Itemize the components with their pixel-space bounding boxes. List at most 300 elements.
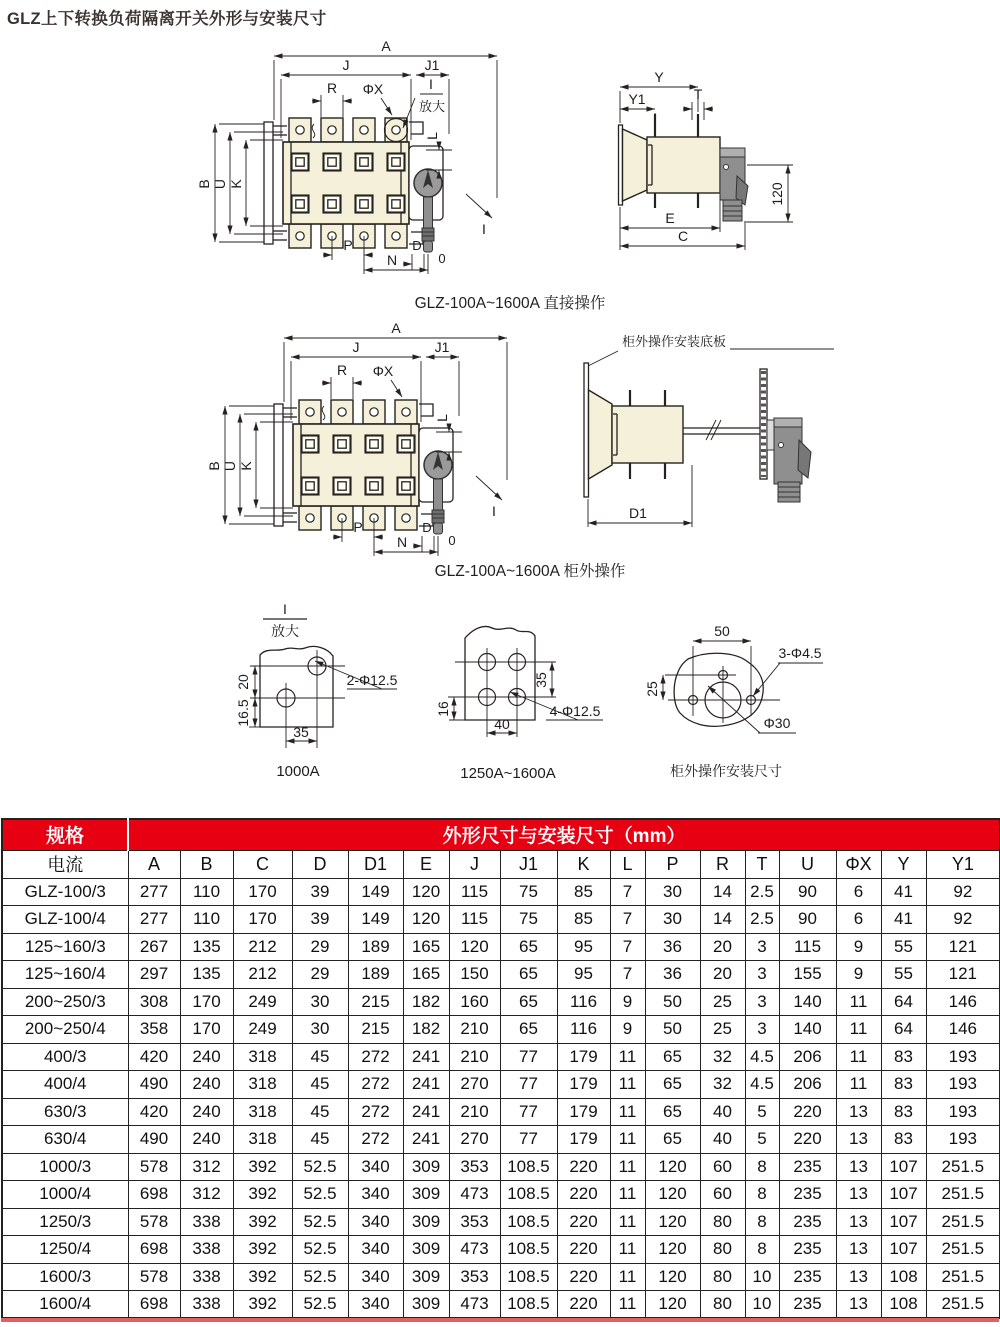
detail-caption-1000a: 1000A xyxy=(276,763,320,780)
extension-shaft xyxy=(683,420,760,440)
dim-cell: 65 xyxy=(500,961,557,989)
dim-cell: 9 xyxy=(610,1016,645,1044)
table-row xyxy=(2,1236,1000,1264)
dim-cell: 578 xyxy=(128,1208,180,1236)
dim-cell: 170 xyxy=(180,988,233,1016)
col-j: J xyxy=(449,850,500,878)
dim-cell: 110 xyxy=(180,878,233,906)
dim-cell: 215 xyxy=(348,1016,403,1044)
detail-external-mounting xyxy=(644,608,828,783)
dim-cell: 309 xyxy=(403,1208,449,1236)
table-row xyxy=(2,1126,1000,1154)
dim-cell: 11 xyxy=(836,1016,881,1044)
mounting-plate-label: 柜外操作安装底板 xyxy=(622,334,727,349)
dim-cell: 25 xyxy=(700,988,745,1016)
dim-cell: 312 xyxy=(180,1153,233,1181)
dim-cell: 55 xyxy=(881,961,926,989)
dim-cell: 2.5 xyxy=(745,906,779,934)
spec-cell: 1000/4 xyxy=(2,1181,128,1209)
dim-cell: 13 xyxy=(836,1153,881,1181)
spec-cell: 125~160/3 xyxy=(2,933,128,961)
dim-cell: 52.5 xyxy=(292,1291,348,1319)
dim-cell: 108 xyxy=(881,1263,926,1291)
dim-cell: 92 xyxy=(926,878,1000,906)
dim-cell: 312 xyxy=(180,1181,233,1209)
section-i-label: I xyxy=(492,503,496,519)
dim-cell: 240 xyxy=(180,1126,233,1154)
dim-label-j: J xyxy=(342,57,350,73)
dim-cell: 220 xyxy=(557,1291,610,1319)
dim-cell: 45 xyxy=(292,1098,348,1126)
dim-cell: 41 xyxy=(881,878,926,906)
dim-cell: 490 xyxy=(128,1071,180,1099)
dim-cell: 65 xyxy=(500,1016,557,1044)
dim-cell: 52.5 xyxy=(292,1208,348,1236)
dim-cell: 13 xyxy=(836,1291,881,1319)
col-b: B xyxy=(180,850,233,878)
detail-1250a-1600a xyxy=(435,608,630,783)
dim-cell: 120 xyxy=(645,1263,700,1291)
dim-cell: 308 xyxy=(128,988,180,1016)
dim-label-50: 50 xyxy=(714,623,730,639)
dim-cell: 170 xyxy=(233,906,292,934)
dim-cell: 272 xyxy=(348,1126,403,1154)
dim-cell: 251.5 xyxy=(926,1208,1000,1236)
dim-cell: 160 xyxy=(449,988,500,1016)
table-row xyxy=(2,988,1000,1016)
dim-cell: 235 xyxy=(779,1291,836,1319)
spec-cell: GLZ-100/3 xyxy=(2,878,128,906)
dim-cell: 318 xyxy=(233,1043,292,1071)
dim-cell: 115 xyxy=(449,878,500,906)
dim-cell: 115 xyxy=(449,906,500,934)
dim-cell: 220 xyxy=(557,1153,610,1181)
dim-cell: 77 xyxy=(500,1071,557,1099)
dim-cell: 52.5 xyxy=(292,1181,348,1209)
dim-cell: 135 xyxy=(180,961,233,989)
spec-cell: 1600/4 xyxy=(2,1291,128,1319)
dim-cell: 318 xyxy=(233,1071,292,1099)
dim-cell: 8 xyxy=(745,1208,779,1236)
mounting-plate-note xyxy=(588,334,834,366)
dim-label-a: A xyxy=(391,320,401,336)
dim-cell: 77 xyxy=(500,1098,557,1126)
col-y1: Y1 xyxy=(926,850,1000,878)
dim-cell: 149 xyxy=(348,878,403,906)
dim-cell: 206 xyxy=(779,1043,836,1071)
dim-cell: 251.5 xyxy=(926,1181,1000,1209)
dim-cell: 14 xyxy=(700,878,745,906)
dim-cell: 8 xyxy=(745,1236,779,1264)
side-handle-unit xyxy=(720,148,748,221)
handle-assembly xyxy=(419,428,453,534)
dim-cell: 95 xyxy=(557,961,610,989)
dim-cell: 11 xyxy=(610,1126,645,1154)
col-k: K xyxy=(557,850,610,878)
dim-cell: 50 xyxy=(645,988,700,1016)
dim-cell: 249 xyxy=(233,1016,292,1044)
dim-cell: 77 xyxy=(500,1126,557,1154)
dim-cell: 251.5 xyxy=(926,1263,1000,1291)
dim-cell: 4.5 xyxy=(745,1043,779,1071)
section-i-label: I xyxy=(283,601,287,617)
dim-cell: 140 xyxy=(779,1016,836,1044)
dim-cell: 55 xyxy=(881,933,926,961)
dim-cell: 318 xyxy=(233,1098,292,1126)
dim-cell: 392 xyxy=(233,1236,292,1264)
dim-cell: 193 xyxy=(926,1098,1000,1126)
phi30-callout: Φ30 xyxy=(763,715,791,731)
dim-label-n: N xyxy=(386,252,398,268)
col-y: Y xyxy=(881,850,926,878)
table-row xyxy=(2,1071,1000,1099)
dim-label-b: B xyxy=(206,461,222,471)
dim-cell: 75 xyxy=(500,906,557,934)
dim-cell: 170 xyxy=(180,1016,233,1044)
dim-cell: 165 xyxy=(403,961,449,989)
col-u: U xyxy=(779,850,836,878)
dim-cell: 45 xyxy=(292,1126,348,1154)
dim-cell: 6 xyxy=(836,906,881,934)
bottom-rule xyxy=(1,1318,999,1322)
dim-cell: 13 xyxy=(836,1208,881,1236)
dim-cell: 392 xyxy=(233,1153,292,1181)
dim-cell: 251.5 xyxy=(926,1236,1000,1264)
table-row xyxy=(2,1043,1000,1071)
spec-cell: 630/4 xyxy=(2,1126,128,1154)
dim-cell: 309 xyxy=(403,1236,449,1264)
dim-cell: 309 xyxy=(403,1181,449,1209)
dim-cell: 277 xyxy=(128,906,180,934)
dim-label-n: N xyxy=(396,534,408,550)
table-row xyxy=(2,906,1000,934)
dim-cell: 189 xyxy=(348,933,403,961)
dim-cell: 179 xyxy=(557,1071,610,1099)
dim-cell: 235 xyxy=(779,1208,836,1236)
dim-cell: 65 xyxy=(500,933,557,961)
dim-cell: 50 xyxy=(645,1016,700,1044)
dim-cell: 3 xyxy=(745,933,779,961)
dim-cell: 146 xyxy=(926,988,1000,1016)
handle-zero-label: 0 xyxy=(448,533,456,548)
dim-cell: 85 xyxy=(557,878,610,906)
dim-cell: 490 xyxy=(128,1126,180,1154)
col-d1: D1 xyxy=(348,850,403,878)
holes-callout: 4-Φ12.5 xyxy=(549,703,601,719)
dim-cell: 338 xyxy=(180,1291,233,1319)
dim-cell: 235 xyxy=(779,1181,836,1209)
dim-cell: 6 xyxy=(836,878,881,906)
dim-cell: 338 xyxy=(180,1208,233,1236)
dim-cell: 14 xyxy=(700,906,745,934)
dim-cell: 338 xyxy=(180,1236,233,1264)
dim-cell: 235 xyxy=(779,1236,836,1264)
dim-cell: 39 xyxy=(292,906,348,934)
switch-side-body xyxy=(619,114,721,208)
dim-cell: 3 xyxy=(745,961,779,989)
dim-cell: 155 xyxy=(779,961,836,989)
dim-cell: 65 xyxy=(645,1098,700,1126)
dim-cell: 11 xyxy=(610,1181,645,1209)
dim-cell: 9 xyxy=(610,988,645,1016)
dim-cell: 45 xyxy=(292,1043,348,1071)
dim-cell: 193 xyxy=(926,1071,1000,1099)
dim-cell: 241 xyxy=(403,1071,449,1099)
enlarge-label: 放大 xyxy=(271,623,299,639)
dim-cell: 65 xyxy=(500,988,557,1016)
dim-cell: 170 xyxy=(233,878,292,906)
table-row xyxy=(2,1263,1000,1291)
caption-direct-operation: GLZ-100A~1600A 直接操作 xyxy=(414,295,606,312)
dim-cell: 212 xyxy=(233,933,292,961)
dim-cell: 32 xyxy=(700,1043,745,1071)
dim-cell: 7 xyxy=(610,933,645,961)
dim-label-r: R xyxy=(336,362,348,378)
dim-cell: 107 xyxy=(881,1236,926,1264)
dim-label-16-5: 16.5 xyxy=(235,699,251,727)
col-current: 电流 xyxy=(2,850,128,878)
dim-cell: 121 xyxy=(926,933,1000,961)
dim-cell: 206 xyxy=(779,1071,836,1099)
section-i-label: I xyxy=(482,221,486,237)
spec-cell: 200~250/4 xyxy=(2,1016,128,1044)
switch-side-body xyxy=(584,363,683,497)
dim-cell: 241 xyxy=(403,1098,449,1126)
spec-cell: 1250/3 xyxy=(2,1208,128,1236)
dim-label-j: J xyxy=(352,339,360,355)
dim-cell: 220 xyxy=(557,1263,610,1291)
dim-cell: 392 xyxy=(233,1208,292,1236)
dim-cell: 40 xyxy=(700,1126,745,1154)
dim-cell: 210 xyxy=(449,1016,500,1044)
dim-cell: 83 xyxy=(881,1071,926,1099)
dim-cell: 64 xyxy=(881,988,926,1016)
dim-cell: 13 xyxy=(836,1263,881,1291)
table-header-row xyxy=(2,819,1000,850)
dim-cell: 240 xyxy=(180,1098,233,1126)
dim-cell: 80 xyxy=(700,1236,745,1264)
dim-cell: 120 xyxy=(645,1153,700,1181)
dim-label-a: A xyxy=(381,38,391,54)
table-row xyxy=(2,878,1000,906)
dim-cell: 11 xyxy=(610,1263,645,1291)
dim-cell: 108.5 xyxy=(500,1291,557,1319)
dim-cell: 64 xyxy=(881,1016,926,1044)
dim-cell: 182 xyxy=(403,1016,449,1044)
dim-cell: 220 xyxy=(557,1208,610,1236)
dim-cell: 108 xyxy=(881,1291,926,1319)
dim-cell: 135 xyxy=(180,933,233,961)
dim-cell: 220 xyxy=(779,1098,836,1126)
dim-cell: 267 xyxy=(128,933,180,961)
detail-1000a xyxy=(235,598,465,783)
dim-cell: 150 xyxy=(449,961,500,989)
dim-cell: 41 xyxy=(881,906,926,934)
dim-cell: 108.5 xyxy=(500,1181,557,1209)
col-d: D xyxy=(292,850,348,878)
dim-cell: 120 xyxy=(645,1236,700,1264)
dim-cell: 11 xyxy=(610,1043,645,1071)
dim-cell: 8 xyxy=(745,1153,779,1181)
front-view-external xyxy=(150,320,570,560)
dim-cell: 5 xyxy=(745,1098,779,1126)
dim-cell: 60 xyxy=(700,1153,745,1181)
dim-cell: 146 xyxy=(926,1016,1000,1044)
dim-cell: 210 xyxy=(449,1098,500,1126)
dim-cell: 698 xyxy=(128,1181,180,1209)
spec-cell: GLZ-100/4 xyxy=(2,906,128,934)
dim-cell: 40 xyxy=(700,1098,745,1126)
dim-cell: 52.5 xyxy=(292,1236,348,1264)
dim-cell: 189 xyxy=(348,961,403,989)
dim-cell: 11 xyxy=(610,1291,645,1319)
dim-cell: 9 xyxy=(836,933,881,961)
spec-cell: 630/3 xyxy=(2,1098,128,1126)
dim-cell: 165 xyxy=(403,933,449,961)
external-handle-unit xyxy=(760,369,811,502)
dim-cell: 420 xyxy=(128,1043,180,1071)
dim-cell: 11 xyxy=(610,1071,645,1099)
table-row xyxy=(2,1291,1000,1319)
dim-cell: 115 xyxy=(779,933,836,961)
dim-cell: 338 xyxy=(180,1263,233,1291)
table-column-header-row xyxy=(2,850,1000,878)
dim-cell: 29 xyxy=(292,933,348,961)
dim-cell: 108.5 xyxy=(500,1208,557,1236)
handle-zero-label: 0 xyxy=(438,251,446,266)
table-row xyxy=(2,1208,1000,1236)
holes-callout: 3-Φ4.5 xyxy=(778,645,822,661)
dim-cell: 45 xyxy=(292,1071,348,1099)
dim-label-l: L xyxy=(434,414,450,422)
caption-external-operation: GLZ-100A~1600A 柜外操作 xyxy=(434,563,626,580)
dim-cell: 392 xyxy=(233,1263,292,1291)
dim-cell: 77 xyxy=(500,1043,557,1071)
dim-cell: 13 xyxy=(836,1098,881,1126)
dim-cell: 272 xyxy=(348,1071,403,1099)
dim-cell: 65 xyxy=(645,1126,700,1154)
dim-label-35: 35 xyxy=(533,672,549,688)
dim-cell: 210 xyxy=(449,1043,500,1071)
dim-cell: 116 xyxy=(557,1016,610,1044)
dim-cell: 240 xyxy=(180,1071,233,1099)
dim-cell: 270 xyxy=(449,1126,500,1154)
dim-cell: 60 xyxy=(700,1181,745,1209)
dim-cell: 578 xyxy=(128,1153,180,1181)
dim-label-d1: D1 xyxy=(629,505,647,521)
dim-cell: 30 xyxy=(292,1016,348,1044)
dim-cell: 2.5 xyxy=(745,878,779,906)
enlarge-note xyxy=(403,76,445,128)
dim-cell: 420 xyxy=(128,1098,180,1126)
dim-cell: 149 xyxy=(348,906,403,934)
dim-label-40: 40 xyxy=(494,716,510,732)
dim-cell: 4.5 xyxy=(745,1071,779,1099)
dim-cell: 353 xyxy=(449,1153,500,1181)
dim-cell: 20 xyxy=(700,961,745,989)
dim-cell: 140 xyxy=(779,988,836,1016)
dim-cell: 9 xyxy=(836,961,881,989)
col-e: E xyxy=(403,850,449,878)
dim-cell: 108.5 xyxy=(500,1263,557,1291)
dim-cell: 121 xyxy=(926,961,1000,989)
dim-label-35: 35 xyxy=(293,724,309,740)
dim-label-y1: Y1 xyxy=(628,91,646,107)
dim-cell: 120 xyxy=(645,1208,700,1236)
dim-label-y: Y xyxy=(654,69,664,85)
dim-cell: 251.5 xyxy=(926,1153,1000,1181)
dim-cell: 108.5 xyxy=(500,1236,557,1264)
dim-cell: 220 xyxy=(557,1181,610,1209)
dim-cell: 83 xyxy=(881,1098,926,1126)
holes-callout: 2-Φ12.5 xyxy=(346,672,398,688)
dim-cell: 473 xyxy=(449,1181,500,1209)
dim-label-u: U xyxy=(212,178,228,190)
dim-cell: 92 xyxy=(926,906,1000,934)
dim-cell: 90 xyxy=(779,878,836,906)
dim-cell: 11 xyxy=(836,988,881,1016)
dim-cell: 241 xyxy=(403,1043,449,1071)
side-view-external xyxy=(560,332,868,540)
spec-table-body xyxy=(2,878,1000,1318)
dim-cell: 240 xyxy=(180,1043,233,1071)
dim-label-25: 25 xyxy=(644,681,660,697)
spec-cell: 1600/3 xyxy=(2,1263,128,1291)
dim-label-16: 16 xyxy=(435,701,451,717)
dimension-table xyxy=(1,818,1000,1319)
dim-cell: 270 xyxy=(449,1071,500,1099)
dim-label-k: K xyxy=(228,179,244,189)
dim-cell: 193 xyxy=(926,1043,1000,1071)
dim-cell: 120 xyxy=(403,878,449,906)
dim-cell: 309 xyxy=(403,1153,449,1181)
dim-cell: 193 xyxy=(926,1126,1000,1154)
dim-cell: 52.5 xyxy=(292,1153,348,1181)
dim-cell: 297 xyxy=(128,961,180,989)
dim-label-120: 120 xyxy=(769,182,785,206)
dim-cell: 235 xyxy=(779,1153,836,1181)
dim-cell: 90 xyxy=(779,906,836,934)
dim-cell: 272 xyxy=(348,1043,403,1071)
header-dimensions: 外形尺寸与安装尺寸（mm） xyxy=(128,819,1000,850)
dim-cell: 241 xyxy=(403,1126,449,1154)
dim-label-k: K xyxy=(238,461,254,471)
dim-label-d: D xyxy=(412,238,422,253)
dim-cell: 272 xyxy=(348,1098,403,1126)
col-phi-x: ΦX xyxy=(836,850,881,878)
dim-cell: 698 xyxy=(128,1291,180,1319)
dim-cell: 473 xyxy=(449,1236,500,1264)
dim-label-e: E xyxy=(665,210,675,226)
dim-cell: 116 xyxy=(557,988,610,1016)
front-view-direct xyxy=(140,38,560,278)
col-r: R xyxy=(700,850,745,878)
table-row xyxy=(2,1181,1000,1209)
dim-cell: 3 xyxy=(745,988,779,1016)
dim-cell: 11 xyxy=(610,1208,645,1236)
dim-cell: 11 xyxy=(836,1043,881,1071)
dim-cell: 20 xyxy=(700,933,745,961)
dim-cell: 11 xyxy=(610,1153,645,1181)
dim-label-j1: J1 xyxy=(424,57,440,73)
dim-cell: 309 xyxy=(403,1291,449,1319)
dim-cell: 392 xyxy=(233,1291,292,1319)
dim-cell: 36 xyxy=(645,933,700,961)
spec-cell: 1250/4 xyxy=(2,1236,128,1264)
dim-cell: 353 xyxy=(449,1208,500,1236)
dim-cell: 578 xyxy=(128,1263,180,1291)
dim-cell: 251.5 xyxy=(926,1291,1000,1319)
